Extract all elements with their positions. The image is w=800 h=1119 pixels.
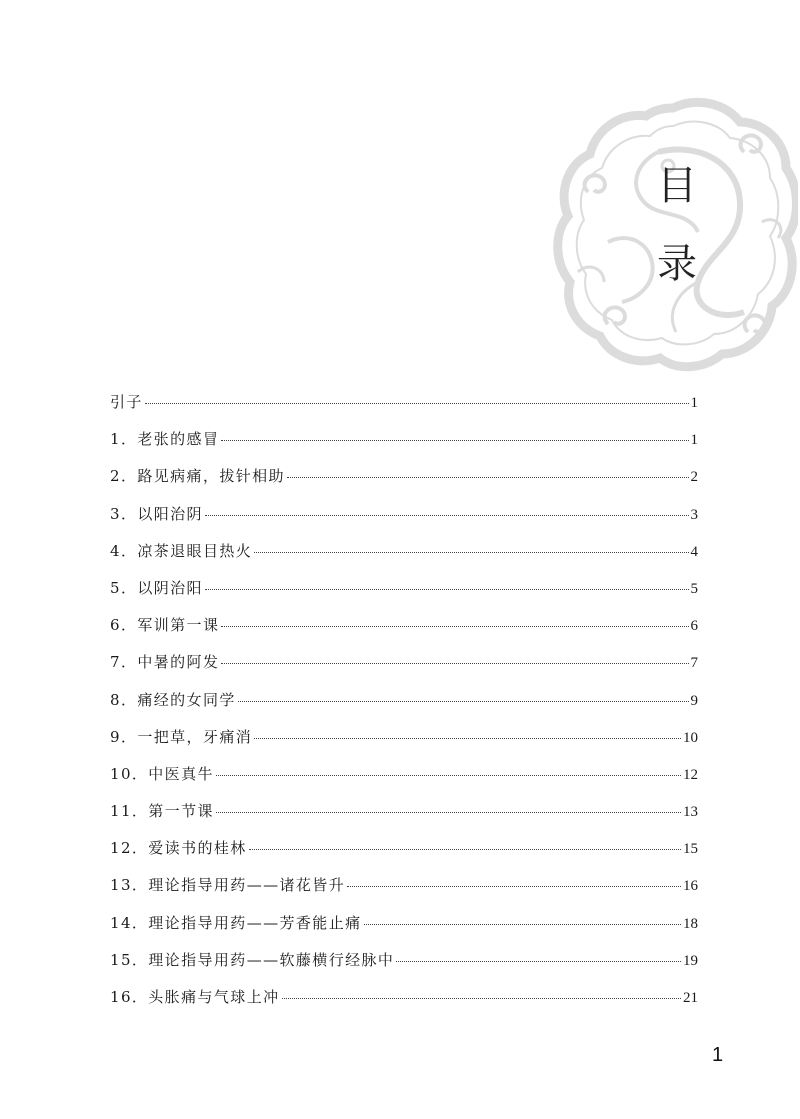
leader-dots (221, 626, 688, 627)
leader-dots (249, 849, 681, 850)
leader-dots (347, 886, 681, 887)
leader-dots (216, 812, 681, 813)
toc-entry-page: 6 (690, 618, 698, 635)
table-of-contents (110, 391, 698, 1023)
toc-title-char-2: 录 (657, 241, 697, 287)
toc-entry-label: 1．老张的感冒 (110, 430, 220, 449)
leader-dots (238, 701, 689, 702)
toc-entry-page: 12 (683, 766, 698, 783)
leader-dots (205, 515, 689, 516)
toc-entry-label: 13．理论指导用药——诸花皆升 (110, 876, 346, 895)
toc-entry-label: 11．第一节课 (110, 802, 214, 821)
toc-entry-label: 16．头胀痛与气球上冲 (110, 988, 280, 1006)
toc-entry-page: 5 (690, 580, 698, 597)
leader-dots (216, 775, 681, 776)
toc-entry[interactable] (110, 912, 698, 949)
toc-entry[interactable] (110, 391, 698, 428)
toc-entry-label: 15．理论指导用药——软藤横行经脉中 (110, 950, 395, 969)
toc-entry-label: 10．中医真牛 (110, 764, 214, 783)
toc-entry-label: 5．以阴治阳 (110, 578, 203, 597)
toc-entry-label: 引子 (110, 393, 143, 411)
toc-entry-page: 1 (690, 395, 698, 411)
toc-entry-label: 6．军训第一课 (110, 616, 220, 635)
toc-entry[interactable] (110, 800, 698, 837)
leader-dots (221, 440, 688, 441)
toc-entry[interactable] (110, 428, 698, 465)
toc-entry-page: 7 (690, 655, 698, 672)
toc-entry-page: 13 (683, 804, 698, 821)
leader-dots (396, 961, 681, 962)
leader-dots (254, 738, 681, 739)
toc-entry[interactable] (110, 874, 698, 911)
leader-dots (254, 552, 688, 553)
leader-dots (205, 589, 689, 590)
leader-dots (221, 663, 688, 664)
toc-entry[interactable] (110, 689, 698, 726)
page-number: 1 (712, 1044, 724, 1066)
toc-entry-label: 8．痛经的女同学 (110, 690, 236, 709)
toc-entry[interactable] (110, 503, 698, 540)
toc-entry[interactable] (110, 726, 698, 763)
toc-entry[interactable] (110, 540, 698, 577)
toc-entry-label: 2．路见病痛，拔针相助 (110, 467, 285, 486)
toc-entry-label: 3．以阳治阴 (110, 504, 203, 523)
dragon-emblem-decoration (548, 92, 798, 372)
toc-entry-label: 12．爱读书的桂林 (110, 839, 247, 858)
toc-entry-page: 10 (683, 729, 698, 746)
toc-entry-label: 9．一把草，牙痛消 (110, 727, 253, 746)
toc-entry-page: 21 (683, 990, 698, 1006)
toc-entry-label: 14．理论指导用药——芳香能止痛 (110, 913, 362, 932)
toc-entry-page: 2 (690, 469, 698, 486)
leader-dots (145, 403, 689, 404)
toc-entry-page: 18 (683, 915, 698, 932)
toc-entry-page: 9 (690, 692, 698, 709)
toc-title-char-1: 目 (657, 163, 697, 209)
toc-entry[interactable] (110, 837, 698, 874)
toc-entry[interactable] (110, 614, 698, 651)
toc-entry[interactable] (110, 651, 698, 688)
toc-entry[interactable] (110, 465, 698, 502)
toc-entry[interactable] (110, 577, 698, 614)
leader-dots (282, 998, 682, 999)
leader-dots (287, 477, 689, 478)
toc-entry-page: 4 (690, 543, 698, 560)
toc-entry[interactable] (110, 949, 698, 986)
toc-entry-label: 4．凉茶退眼目热火 (110, 541, 253, 560)
toc-entry[interactable] (110, 986, 698, 1023)
toc-entry-page: 15 (683, 841, 698, 858)
toc-entry-page: 1 (690, 432, 698, 449)
toc-entry-page: 19 (683, 952, 698, 969)
toc-entry-page: 3 (690, 506, 698, 523)
toc-entry-label: 7．中暑的阿发 (110, 653, 220, 672)
leader-dots (364, 924, 682, 925)
toc-entry-page: 16 (683, 878, 698, 895)
toc-entry[interactable] (110, 763, 698, 800)
